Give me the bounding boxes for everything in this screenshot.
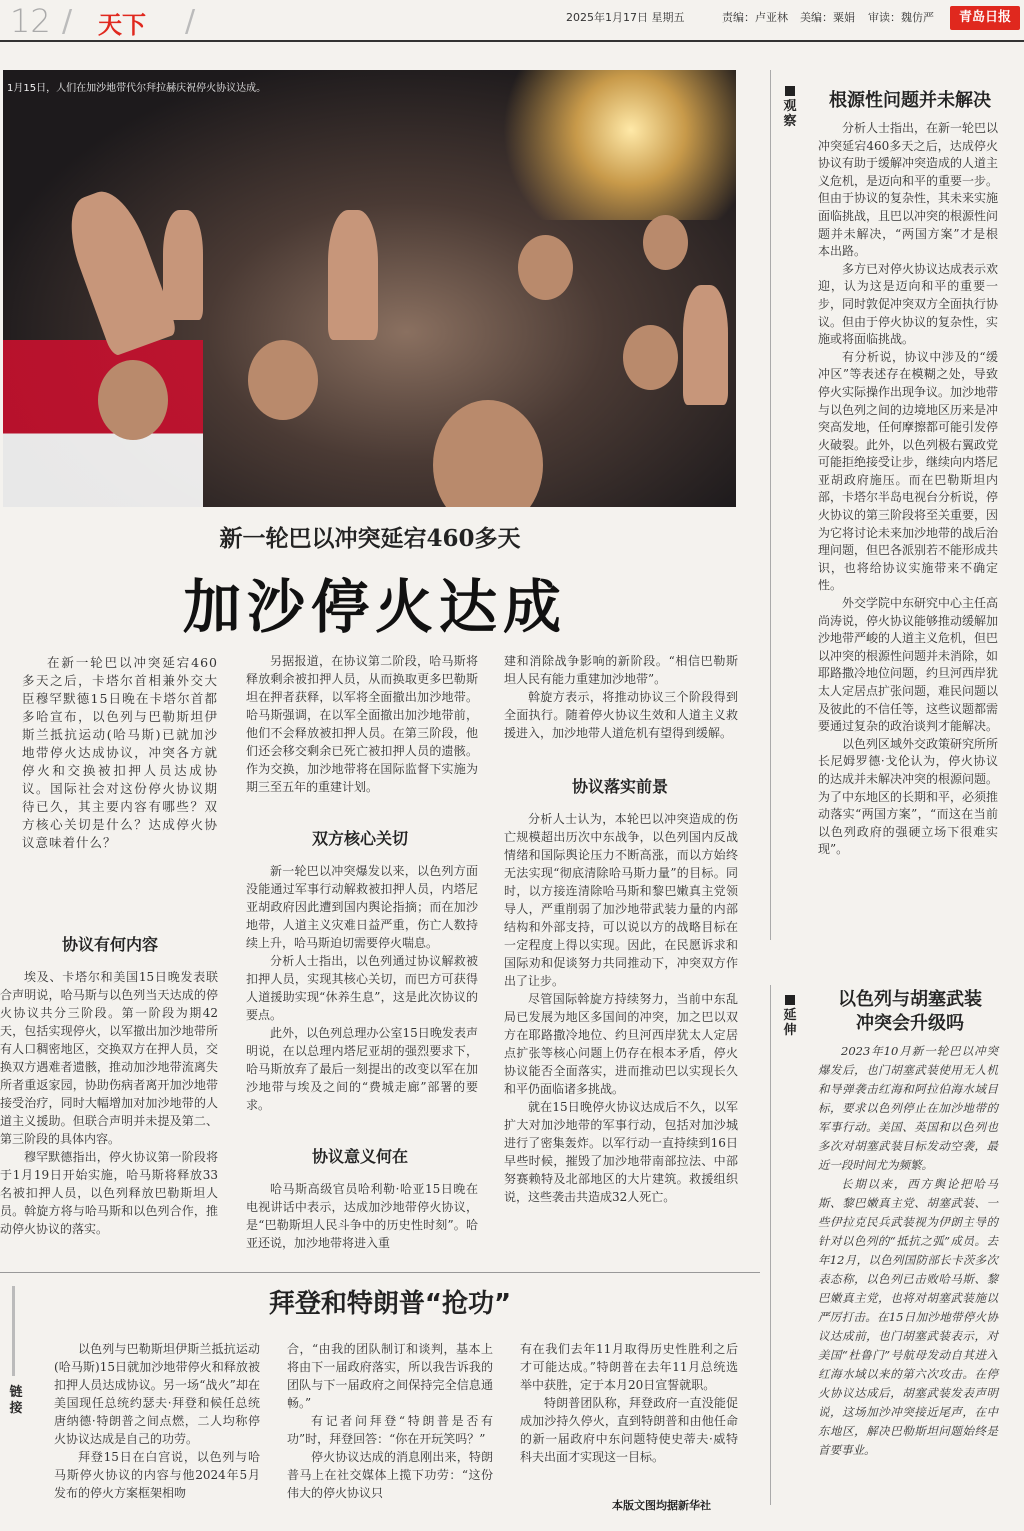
crowd-face xyxy=(518,235,573,300)
raised-hand xyxy=(328,210,378,340)
paragraph: 有记者问拜登“特朗普是否有功”时，拜登回答：“你在开玩笑吗？” xyxy=(287,1414,493,1446)
crowd-face xyxy=(248,340,318,420)
paragraph: 分析人士指出，在新一轮巴以冲突延宕460多天之后，达成停火协议有助于缓解冲突造成的人道主义危机，是迈向和平的重要一步。但由于协议的复杂性，其未来实施面临挑战，且巴以冲突的根源性问题并未解决，“两国方案”才是根本出路。 xyxy=(818,121,999,259)
paragraph: 另据报道，在协议第二阶段，哈马斯将释放剩余被扣押人员，从而换取更多巴勒斯坦在押者获释，以军将全面撤出加沙地带。哈马斯强调，在以军全面撤出加沙地带前，他们不会释放被扣押人员。在第三阶段，他们还会移交剩余已死亡被扣押人员的遗骸。作为交换，加沙地带将在国际监督下实施为期三至五年的重建计划。 xyxy=(246,654,478,794)
square-icon xyxy=(785,86,795,96)
paragraph: 分析人士认为，本轮巴以冲突造成的伤亡规模超出历次中东战争，以色列国内反战情绪和国际舆论压力不断高涨，而以方始终无法实现“彻底清除哈马斯力量”的目标。同时，以方接连清除哈马斯和黎巴嫩真主党领导人，严重削弱了加沙地带武装力量的内部结构和外部支持，可以说以方的战略目标在一定程度上得以实现。因此，在民愿诉求和国际劝和促谈努力共同推动下，冲突双方作出了让步。 xyxy=(504,812,738,988)
lead-paragraph: 在新一轮巴以冲突延宕460多天之后，卡塔尔首相兼外交大臣穆罕默德15日晚在卡塔尔首都多哈宣布，以色列与巴勒斯坦伊斯兰抵抗运动(哈马斯)已就加沙地带停火达成协议，冲突各方就停火和交换被扣押人员达成协议。国际社会对这份停火协议期待已久，其主要内容有哪些？双方核心关切是什么？达成停火协议意味着什么？ xyxy=(22,655,218,850)
article-column-3b xyxy=(504,810,738,1206)
headline-subtitle: 新一轮巴以冲突延宕460多天 xyxy=(219,525,521,552)
header-rule xyxy=(0,40,1024,42)
article-column-2c xyxy=(246,1180,478,1252)
paragraph: 埃及、卡塔尔和美国15日晚发表联合声明说，哈马斯与以色列当天达成的停火协议共分三阶段。第一阶段为期42天，包括实现停火，以军撤出加沙地带所有人口稠密地区，交换双方在押人员，交换双方遇难者遗骸，推动加沙地带流离失所者重返家园，协助伤病者离开加沙地带接受治疗，同时大幅增加对加沙地带的人道主义援助。但联合声明并未提及第二、第三阶段的具体内容。 xyxy=(0,970,218,1146)
section-heading: 协议有何内容 xyxy=(61,935,158,954)
headline-title: 加沙停火达成 xyxy=(182,573,567,641)
page-number: 12 xyxy=(10,2,51,40)
link-title: 拜登和特朗普“抢功” xyxy=(268,1289,512,1319)
photo-caption: 1月15日，人们在加沙地带代尔拜拉赫庆祝停火协议达成。 xyxy=(7,83,267,94)
raised-hand xyxy=(683,285,728,405)
newspaper-logo: 青岛日报 xyxy=(950,6,1020,30)
crowd-face xyxy=(643,215,688,270)
crowd-face xyxy=(433,400,543,507)
article-lead xyxy=(22,654,218,852)
paragraph: 以色列区域外交政策研究所所长尼姆罗德·戈伦认为，停火协议的达成并未解决冲突的根源问题。为了中东地区的长期和平，必须推动落实“两国方案”，“而这在当前以色列政府的强硬立场下很难实现”。 xyxy=(818,736,999,857)
string-lights xyxy=(473,70,736,220)
link-column-3 xyxy=(520,1340,738,1466)
sidebar-tag: 观察 xyxy=(782,86,798,129)
section-name: 天下 xyxy=(98,11,146,39)
raised-hand xyxy=(58,183,179,357)
sidebar-body xyxy=(818,1042,998,1460)
flag-shape xyxy=(3,340,203,507)
source-credit: 本版文图均据新华社 xyxy=(612,1499,711,1512)
sidebar-body xyxy=(818,120,998,859)
paragraph: 哈马斯高级官员哈利勒·哈亚15日晚在电视讲话中表示，达成加沙地带停火协议，是“巴勒斯坦人民斗争中的历史性时刻”。哈亚还说，加沙地带将进入重 xyxy=(246,1182,478,1250)
article-column-3 xyxy=(504,652,738,742)
paragraph: 尽管国际斡旋方持续努力，当前中东乱局已发展为地区多国间的冲突，加之巴以双方在耶路撒冷地位、约旦河西岸犹太人定居点扩张等核心问题上仍存在根本矛盾，停火协议能否全面落实，进而推动巴以实现长久和平仍面临诸多挑战。 xyxy=(504,992,738,1096)
paragraph: 外交学院中东研究中心主任高尚涛说，停火协议能够推动缓解加沙地带严峻的人道主义危机，但巴以冲突的根源性问题并未消除，如耶路撒冷地位问题，约旦河西岸犹太人定居点扩张问题，难民问题以及彼此的不信任等，这些议题都需要通过复杂的政治谈判才能解决。 xyxy=(818,596,999,734)
header-divider: / xyxy=(62,4,73,39)
paragraph: 有分析说，协议中涉及的“缓冲区”等表述存在模糊之处，导致停火实际操作出现争议。加沙地带与以色列之间的边境地区历来是冲突高发地，任何摩擦都可能引发停火破裂。此外，以色列极右翼政党可能拒绝接受让步，继续向内塔尼亚胡政府施压。而在巴勒斯坦内部，卡塔尔半岛电视台分析说，停火协议的第三阶段将至关重要，因为它将讨论未来加沙地带的战后治理问题，但巴各派别若不能形成共识，也将给协议实施带来不确定性。 xyxy=(818,349,999,593)
proofreader-credit: 审读：魏仿严 xyxy=(868,11,934,24)
section-divider xyxy=(0,1272,760,1273)
paragraph: 新一轮巴以冲突爆发以来，以色列方面没能通过军事行动解救被扣押人员，内塔尼亚胡政府因此遭到国内舆论指摘；而在加沙地带，人道主义灾难日益严重，伤亡人数持续上升，哈马斯迫切需要停火喘息。 xyxy=(246,864,478,950)
art-editor-credit: 美编：粟娟 xyxy=(800,11,855,24)
link-column-1 xyxy=(54,1340,260,1502)
paragraph: 建和消除战争影响的新阶段。“相信巴勒斯坦人民有能力重建加沙地带”。 xyxy=(504,654,738,686)
paragraph: 斡旋方表示，将推动协议三个阶段得到全面执行。随着停火协议生效和人道主义救援进入，加沙地带人道危机有望得到缓解。 xyxy=(504,690,738,740)
paragraph: 特朗普团队称，拜登政府一直没能促成加沙持久停火，直到特朗普和由他任命的新一届政府中东问题特使史蒂夫·威特科夫出面才实现这一目标。 xyxy=(520,1396,738,1464)
paragraph: 2023年10月新一轮巴以冲突爆发后，也门胡塞武装使用无人机和导弹袭击红海和阿拉伯海水域目标，要求以色列停止在加沙地带的军事行动。美国、英国和以色列也多次对胡塞武装目标发动空袭，最近一段时间尤为频繁。 xyxy=(818,1044,998,1172)
sidebar-tag: 延伸 xyxy=(782,995,798,1038)
sidebar-title: 以色列与胡塞武装 冲突会升级吗 xyxy=(838,989,982,1034)
paragraph: 停火协议达成的消息刚出来，特朗普马上在社交媒体上揽下功劳：“这份伟大的停火协议只 xyxy=(287,1450,493,1500)
paragraph: 分析人士指出，以色列通过协议解救被扣押人员，实现其核心关切，而巴方可获得人道援助实现“休养生息”，这是此次协议的要点。 xyxy=(246,954,478,1022)
header-divider: / xyxy=(185,4,196,39)
section-heading: 协议落实前景 xyxy=(571,777,668,796)
paragraph: 合，“由我的团队制订和谈判，基本上将由下一届政府落实，所以我告诉我的团队与下一届政府之间保持完全信息通畅。” xyxy=(287,1342,493,1410)
link-tag: 链接 xyxy=(9,1385,23,1416)
sidebar-title: 根源性问题并未解决 xyxy=(829,90,991,111)
link-bar xyxy=(12,1286,15,1376)
issue-date: 2025年1月17日 星期五 xyxy=(566,11,685,24)
article-column-2b xyxy=(246,862,478,1114)
paragraph: 多方已对停火协议达成表示欢迎，认为这是迈向和平的重要一步，同时敦促冲突双方全面执行协议。但由于停火协议的复杂性，实施或将面临挑战。 xyxy=(818,261,999,347)
paragraph: 穆罕默德指出，停火协议第一阶段将于1月19日开始实施，哈马斯将释放33名被扣押人员，以色列释放巴勒斯坦人员。斡旋方将与哈马斯和以色列合作，推动停火协议的落实。 xyxy=(0,1150,218,1236)
section-heading: 协议意义何在 xyxy=(311,1147,408,1166)
link-column-2 xyxy=(287,1340,493,1502)
crowd-face xyxy=(98,360,168,440)
article-column-1 xyxy=(0,968,218,1238)
section-heading: 双方核心关切 xyxy=(311,829,408,848)
paragraph: 以色列与巴勒斯坦伊斯兰抵抗运动(哈马斯)15日就加沙地带停火和释放被扣押人员达成协议。另一场“战火”却在美国现任总统约瑟夫·拜登和候任总统唐纳德·特朗普之间点燃，二人均称停火协议达成是自己的功劳。 xyxy=(54,1342,260,1446)
paragraph: 就在15日晚停火协议达成后不久，以军扩大对加沙地带的军事行动，包括对加沙城进行了密集轰炸。以军行动一直持续到16日早些时候，摧毁了加沙地带南部拉法、中部努赛赖特及北部地区的大片建筑。救援组织说，这些袭击共造成32人死亡。 xyxy=(504,1100,738,1204)
paragraph: 此外，以色列总理办公室15日晚发表声明说，在以总理内塔尼亚胡的强烈要求下，哈马斯放弃了最后一刻提出的改变以军在加沙地带与埃及之间的“费城走廊”部署的要求。 xyxy=(246,1026,478,1112)
raised-hand xyxy=(163,210,203,320)
news-photo xyxy=(3,70,736,507)
paragraph: 长期以来，西方舆论把哈马斯、黎巴嫩真主党、胡塞武装、一些伊拉克民兵武装视为伊朗主导的针对以色列的“抵抗之弧”成员。去年12月，以色列国防部长卡茨多次表态称，以色列已击败哈马斯、黎巴嫩真主党，也将对胡塞武装施以严厉打击。在15日加沙地带停火协议达成前，也门胡塞武装表示，对美国“杜鲁门”号航母发动自其进入红海水域以来的第六次攻击。在停火协议达成后，胡塞武装发表声明说，这场加沙冲突接近尾声，在中东地区，解决巴勒斯坦问题始终是首要事业。 xyxy=(818,1177,998,1457)
paragraph: 有在我们去年11月取得历史性胜利之后才可能达成。”特朗普在去年11月总统选举中获胜，定于本月20日宣誓就职。 xyxy=(520,1342,738,1392)
square-icon xyxy=(785,995,795,1005)
article-column-2 xyxy=(246,652,478,796)
editor-credit: 责编：卢亚林 xyxy=(722,11,788,24)
crowd-face xyxy=(623,325,678,390)
paragraph: 拜登15日在白宫说，以色列与哈马斯停火协议的内容与他2024年5月发布的停火方案框架相吻 xyxy=(54,1450,260,1500)
